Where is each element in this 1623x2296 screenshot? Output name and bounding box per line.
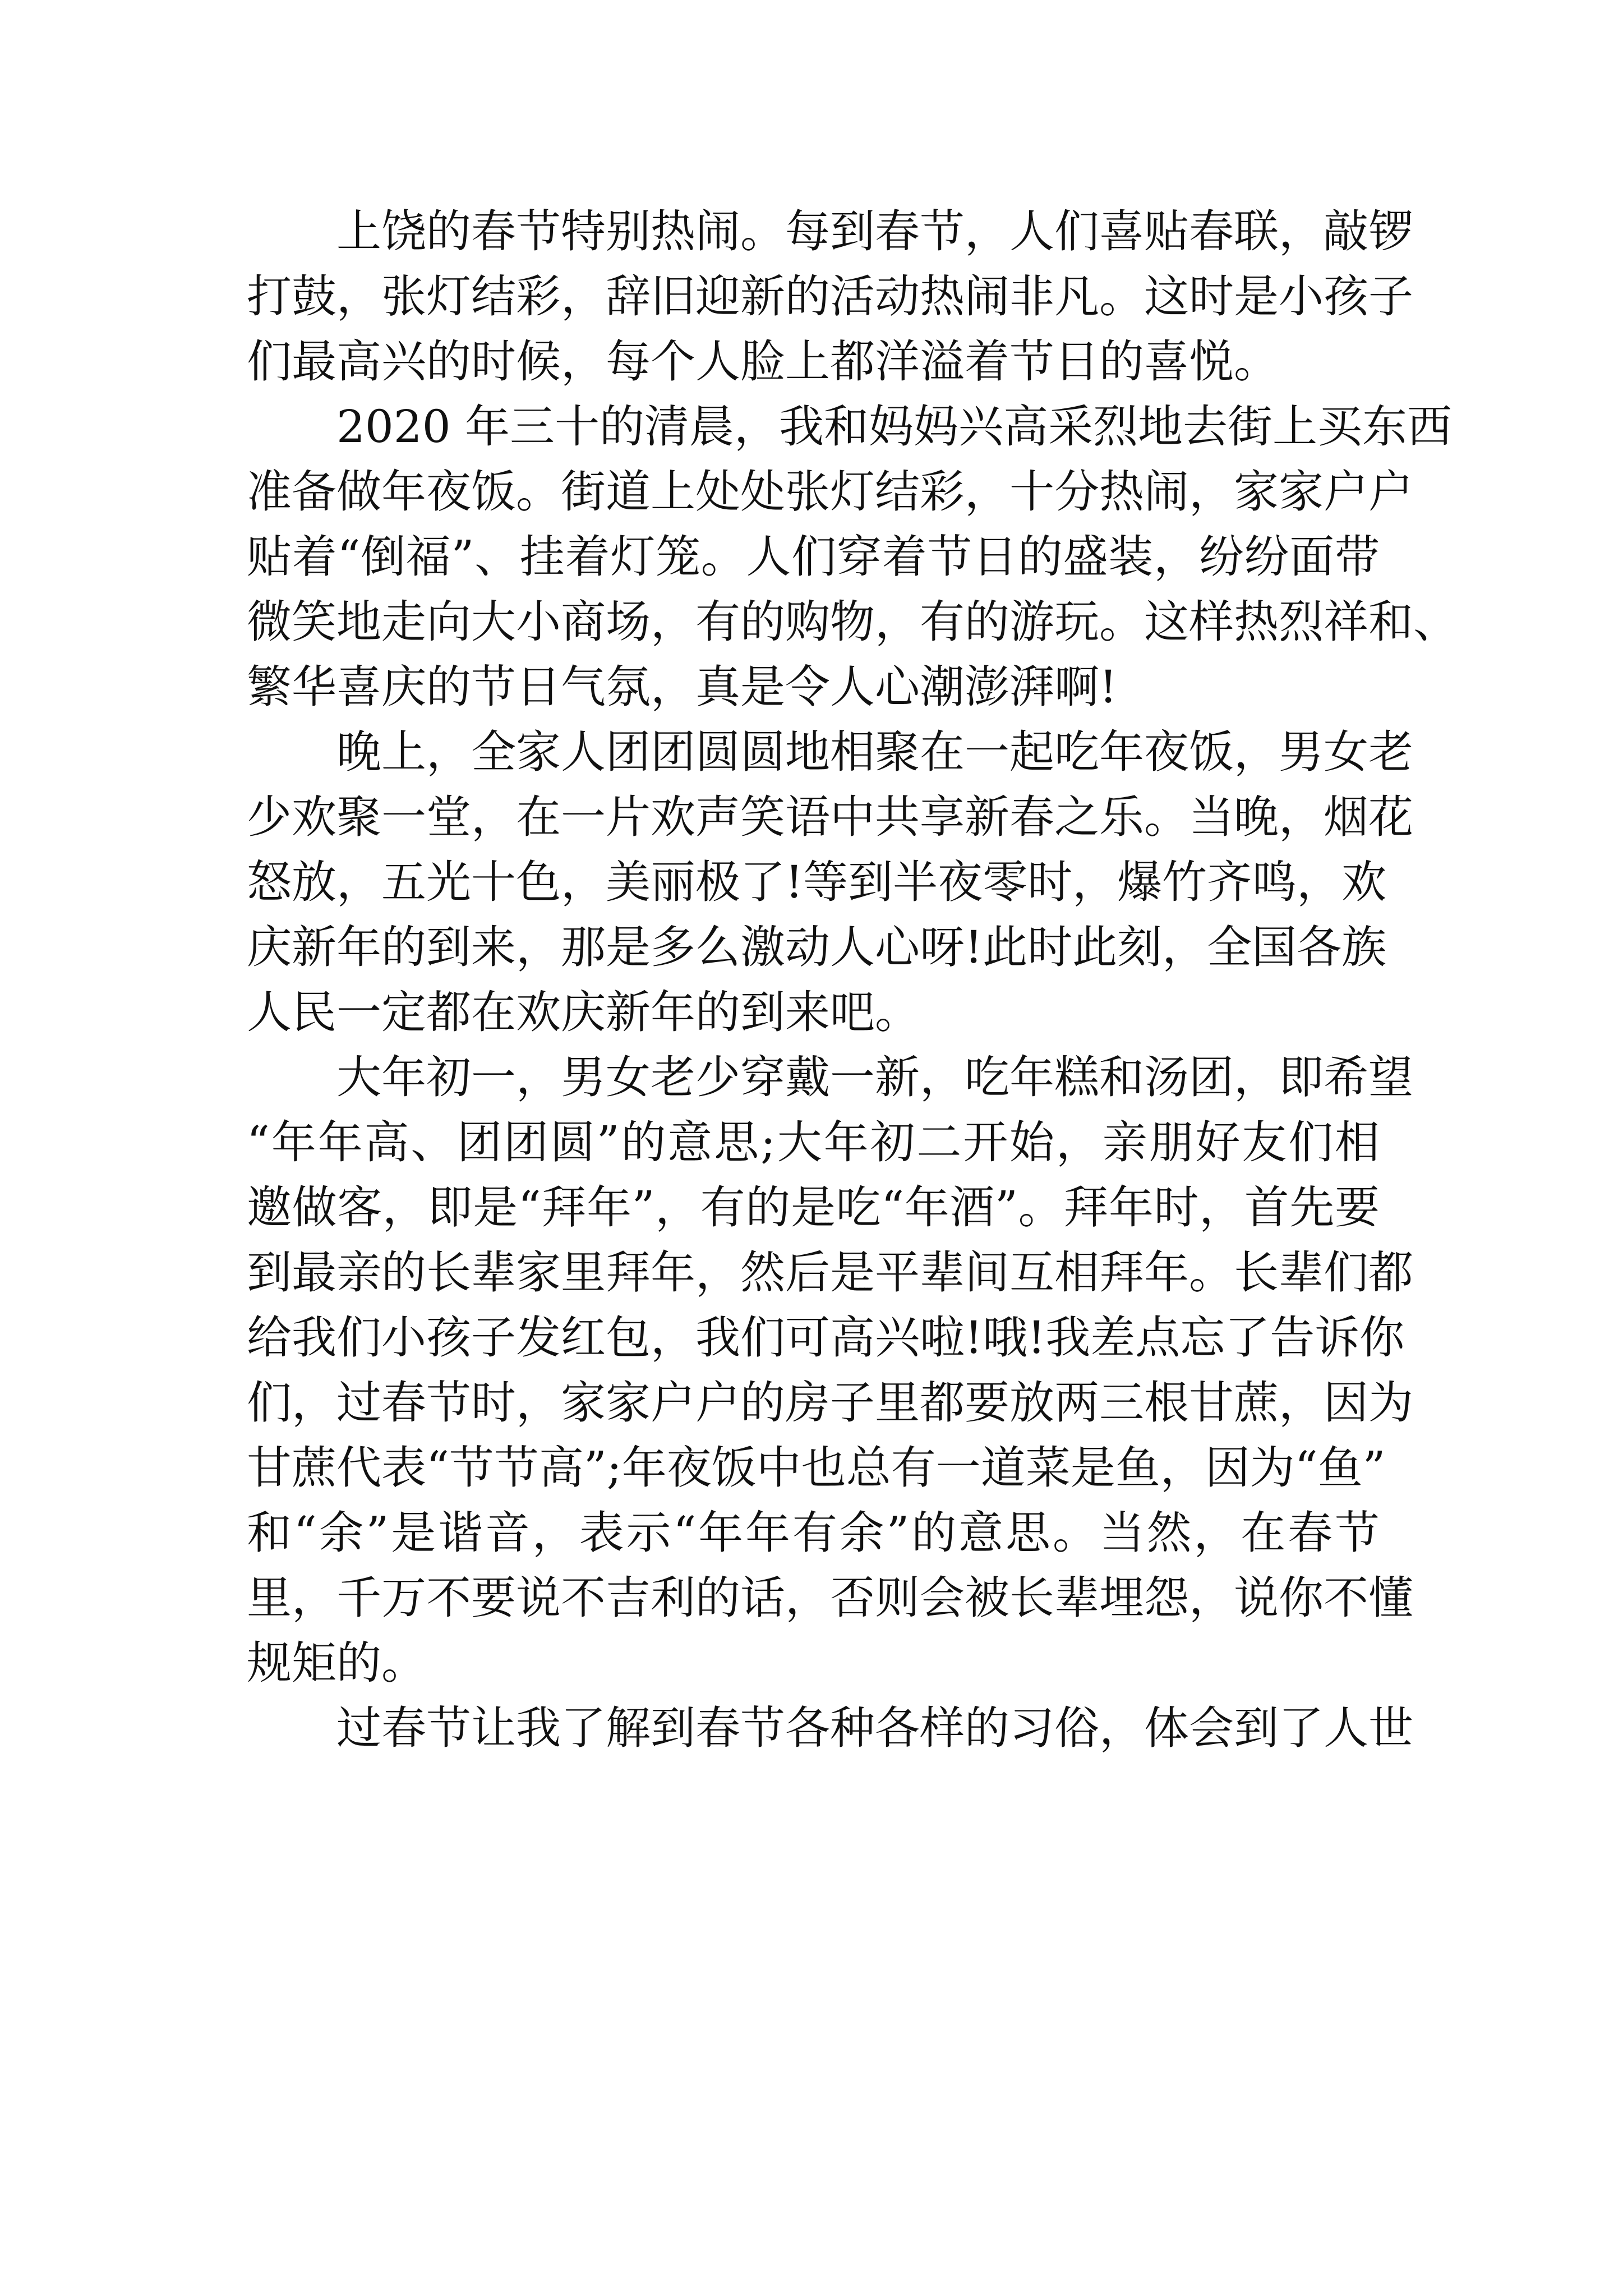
paragraph-1 — [247, 199, 1413, 394]
text-line: 晚上，全家人团团圆圆地相聚在一起吃年夜饭，男女老 — [336, 726, 1413, 778]
paragraph-2 — [247, 394, 1458, 720]
text-line: 庆新年的到来，那是多么激动人心呀!此时此刻，全国各族 — [247, 921, 1387, 973]
text-line: 到最亲的长辈家里拜年，然后是平辈间互相拜年。长辈们都 — [247, 1246, 1413, 1299]
text-line: 2020 年三十的清晨，我和妈妈兴高采烈地去街上买东西 — [336, 401, 1453, 453]
text-line: 给我们小孩子发红包，我们可高兴啦!哦!我差点忘了告诉你 — [247, 1312, 1405, 1364]
text-line: 们，过春节时，家家户户的房子里都要放两三根甘蔗，因为 — [247, 1377, 1413, 1429]
text-line: 上饶的春节特别热闹。每到春节，人们喜贴春联，敲锣 — [336, 205, 1413, 257]
text-line: 邀做客，即是“拜年”，有的是吃“年酒”。拜年时，首先要 — [247, 1181, 1380, 1234]
paragraph-5 — [247, 1696, 1413, 1761]
paragraph-3 — [247, 720, 1413, 1045]
text-line: 怒放，五光十色，美丽极了!等到半夜零时，爆竹齐鸣，欢 — [247, 856, 1387, 908]
text-line: 人民一定都在欢庆新年的到来吧。 — [247, 986, 920, 1038]
text-line: 大年初一，男女老少穿戴一新，吃年糕和汤团，即希望 — [336, 1051, 1413, 1103]
text-line: 规矩的。 — [247, 1637, 426, 1689]
document-body — [247, 199, 1458, 1761]
text-line: 繁华喜庆的节日气氛，真是令人心潮澎湃啊! — [247, 661, 1118, 713]
text-line: 们最高兴的时候，每个人脸上都洋溢着节日的喜悦。 — [247, 335, 1279, 388]
text-line: 微笑地走向大小商场，有的购物，有的游玩。这样热烈祥和、 — [247, 596, 1458, 648]
text-line: 过春节让我了解到春节各种各样的习俗，体会到了人世 — [336, 1702, 1413, 1754]
text-line: 打鼓，张灯结彩，辞旧迎新的活动热闹非凡。这时是小孩子 — [247, 270, 1413, 323]
text-line: 甘蔗代表“节节高”;年夜饭中也总有一道菜是鱼，因为“鱼” — [247, 1442, 1386, 1494]
text-line: 少欢聚一堂，在一片欢声笑语中共享新春之乐。当晚，烟花 — [247, 791, 1413, 843]
text-line: “年年高、团团圆”的意思;大年初二开始，亲朋好友们相 — [247, 1116, 1380, 1168]
paragraph-4 — [247, 1045, 1413, 1696]
text-line: 贴着“倒福”、挂着灯笼。人们穿着节日的盛装，纷纷面带 — [247, 531, 1380, 583]
text-line: 准备做年夜饭。街道上处处张灯结彩，十分热闹，家家户户 — [247, 466, 1413, 518]
text-line: 里，千万不要说不吉利的话，否则会被长辈埋怨，说你不懂 — [247, 1572, 1413, 1624]
text-line: 和“余”是谐音，表示“年年有余”的意思。当然，在春节 — [247, 1507, 1380, 1559]
